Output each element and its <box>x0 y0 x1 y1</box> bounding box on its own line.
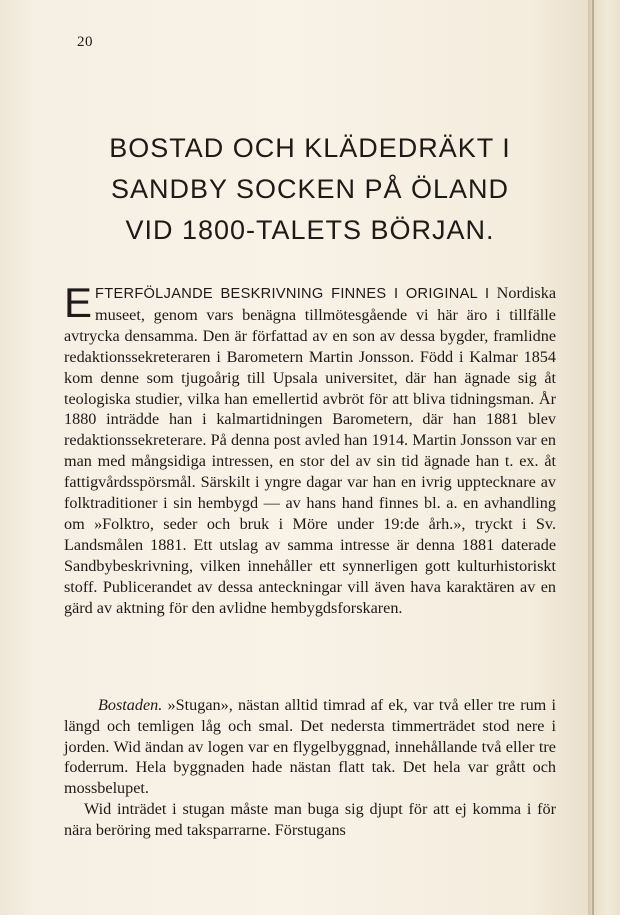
drop-cap: E <box>64 279 93 326</box>
paragraph-intro <box>64 279 556 619</box>
page-title <box>60 128 560 251</box>
page-fold-line <box>592 0 594 915</box>
title-line-3: VID 1800-TALETS BÖRJAN. <box>125 215 495 245</box>
page-number: 20 <box>77 34 93 50</box>
paragraph-stugan <box>64 799 556 841</box>
paragraph-bostaden <box>64 695 556 799</box>
lead-small-caps: FTERFÖLJANDE BESKRIVNING FINNES I ORIGINAL I <box>95 286 490 302</box>
title-line-2: SANDBY SOCKEN PÅ ÖLAND <box>110 174 510 204</box>
paragraph-stugan-text: Wid inträdet i stugan måste man buga sig djupt för att ej komma i för nära beröring med taksparrarne. Förstugans <box>64 800 556 839</box>
title-line-1: BOSTAD OCH KLÄDEDRÄKT I <box>109 133 511 163</box>
paragraph-intro-text: Nordiska museet, genom vars benägna tillmötesgående vi här äro i tillfälle avtrycka densamma. Den är författad av en son av dessa bygder, framlidne redaktionssekreteraren i Barometern Martin Jonsson. Född i Kalmar 1854 kom denne som tjugoårig till Upsala universitet, där han ägnade sig åt teologiska studier, vilka han emellertid avbröt för att bliva tidningsman. År 1880 inträdde han i kalmartidningen Barometern, där han 1881 blev redaktionssekreterare. På denna post avled han 1914. Martin Jonsson var en man med mångsidiga intressen, en stor del av sin tid ägnade han t. ex. åt fattigvårdsspörsmål. Särskilt i yngre dagar var han en ivrig upptecknare av folktraditioner i sin hembygd — av hans hand finnes bl. a. en avhandling om »Folktro, seder och bruk i Möre under 19:de årh.», tryckt i Sv. Landsmålen 1881. Ett utslag av samma intresse är denna 1881 daterade Sandbybeskrivning, vilken innehåller ett synnerligen gott kulturhistoriskt stoff. Publicerandet av dessa anteckningar vill även hava karaktären av en gärd av aktning för den avlidne hembygdsforskaren. <box>64 284 556 617</box>
paragraph-bostaden-text: »Stugan», nästan alltid timrad af ek, var två eller tre rum i längd och temligen låg och smal. Det nedersta timmerträdet stod nere i jorden. Wid ändan av logen var en flygelbyggnad, innehållande två eller tre foderrum. Hela byggnaden hade nästan flatt tak. Det hela var grått och mossbelupet. <box>64 696 557 798</box>
section-lead-bostaden: Bostaden. <box>98 696 163 714</box>
